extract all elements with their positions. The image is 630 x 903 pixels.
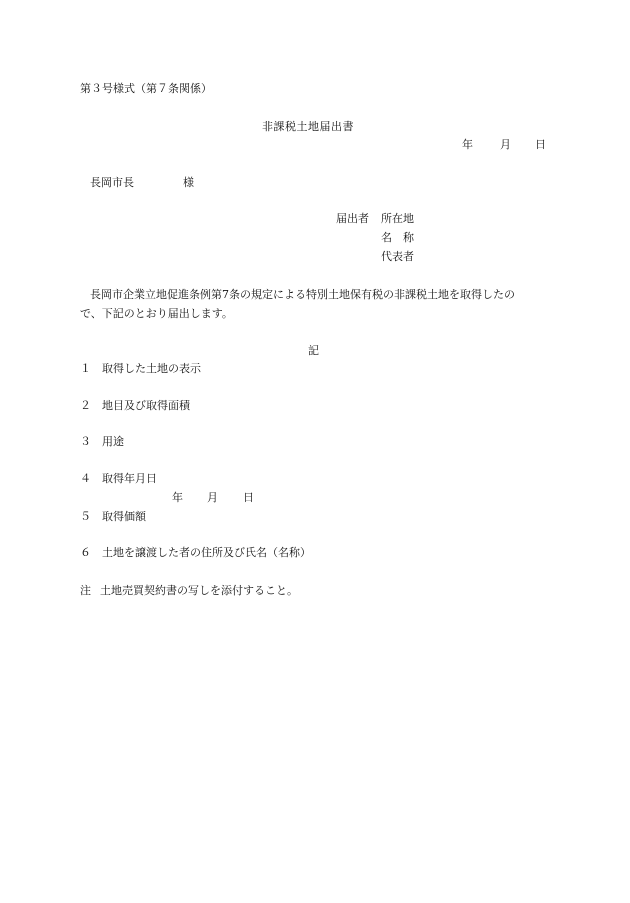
note-text: 土地売買契約書の写しを添付すること。 (100, 584, 298, 597)
date-day: 日 (535, 138, 546, 151)
list-item (80, 400, 190, 411)
acq-month: 月 (207, 491, 218, 504)
acq-year: 年 (172, 491, 183, 504)
addressee-honorific: 様 (183, 176, 194, 189)
item-number: ３ (80, 435, 91, 448)
item-label: 取得した土地の表示 (102, 362, 201, 375)
date-month: 月 (500, 138, 511, 151)
name-label: 名 称 (381, 231, 414, 244)
item-number: ２ (80, 399, 91, 412)
acq-day: 日 (243, 491, 254, 504)
item-label: 地目及び取得面積 (102, 399, 190, 412)
list-item (80, 436, 124, 447)
document-title: 非課税土地届出書 (262, 120, 354, 133)
address-label: 所在地 (381, 212, 414, 225)
body-line-1: 長岡市企業立地促進条例第7条の規定による特別土地保有税の非課税土地を取得したの (90, 288, 515, 301)
list-item (80, 511, 146, 522)
item-number: ４ (80, 472, 91, 485)
applicant-label: 届出者 (336, 212, 369, 225)
item-label: 取得価額 (102, 510, 146, 523)
list-item (80, 547, 311, 558)
item-label: 土地を譲渡した者の住所及び氏名（名称） (102, 546, 311, 559)
ki-heading: 記 (308, 344, 319, 357)
body-line-2: で、下記のとおり届出します。 (80, 307, 233, 320)
note (80, 585, 298, 596)
item-number: ５ (80, 510, 91, 523)
item-number: １ (80, 362, 91, 375)
note-mark: 注 (80, 584, 91, 597)
list-item (80, 363, 201, 374)
item-label: 用途 (102, 435, 124, 448)
addressee-name: 長岡市長 (90, 176, 134, 189)
date-year: 年 (462, 138, 473, 151)
form-number: 第３号様式（第７条関係） (80, 82, 212, 95)
representative-label: 代表者 (381, 250, 414, 263)
item-label: 取得年月日 (102, 472, 157, 485)
list-item (80, 473, 157, 484)
item-number: ６ (80, 546, 91, 559)
